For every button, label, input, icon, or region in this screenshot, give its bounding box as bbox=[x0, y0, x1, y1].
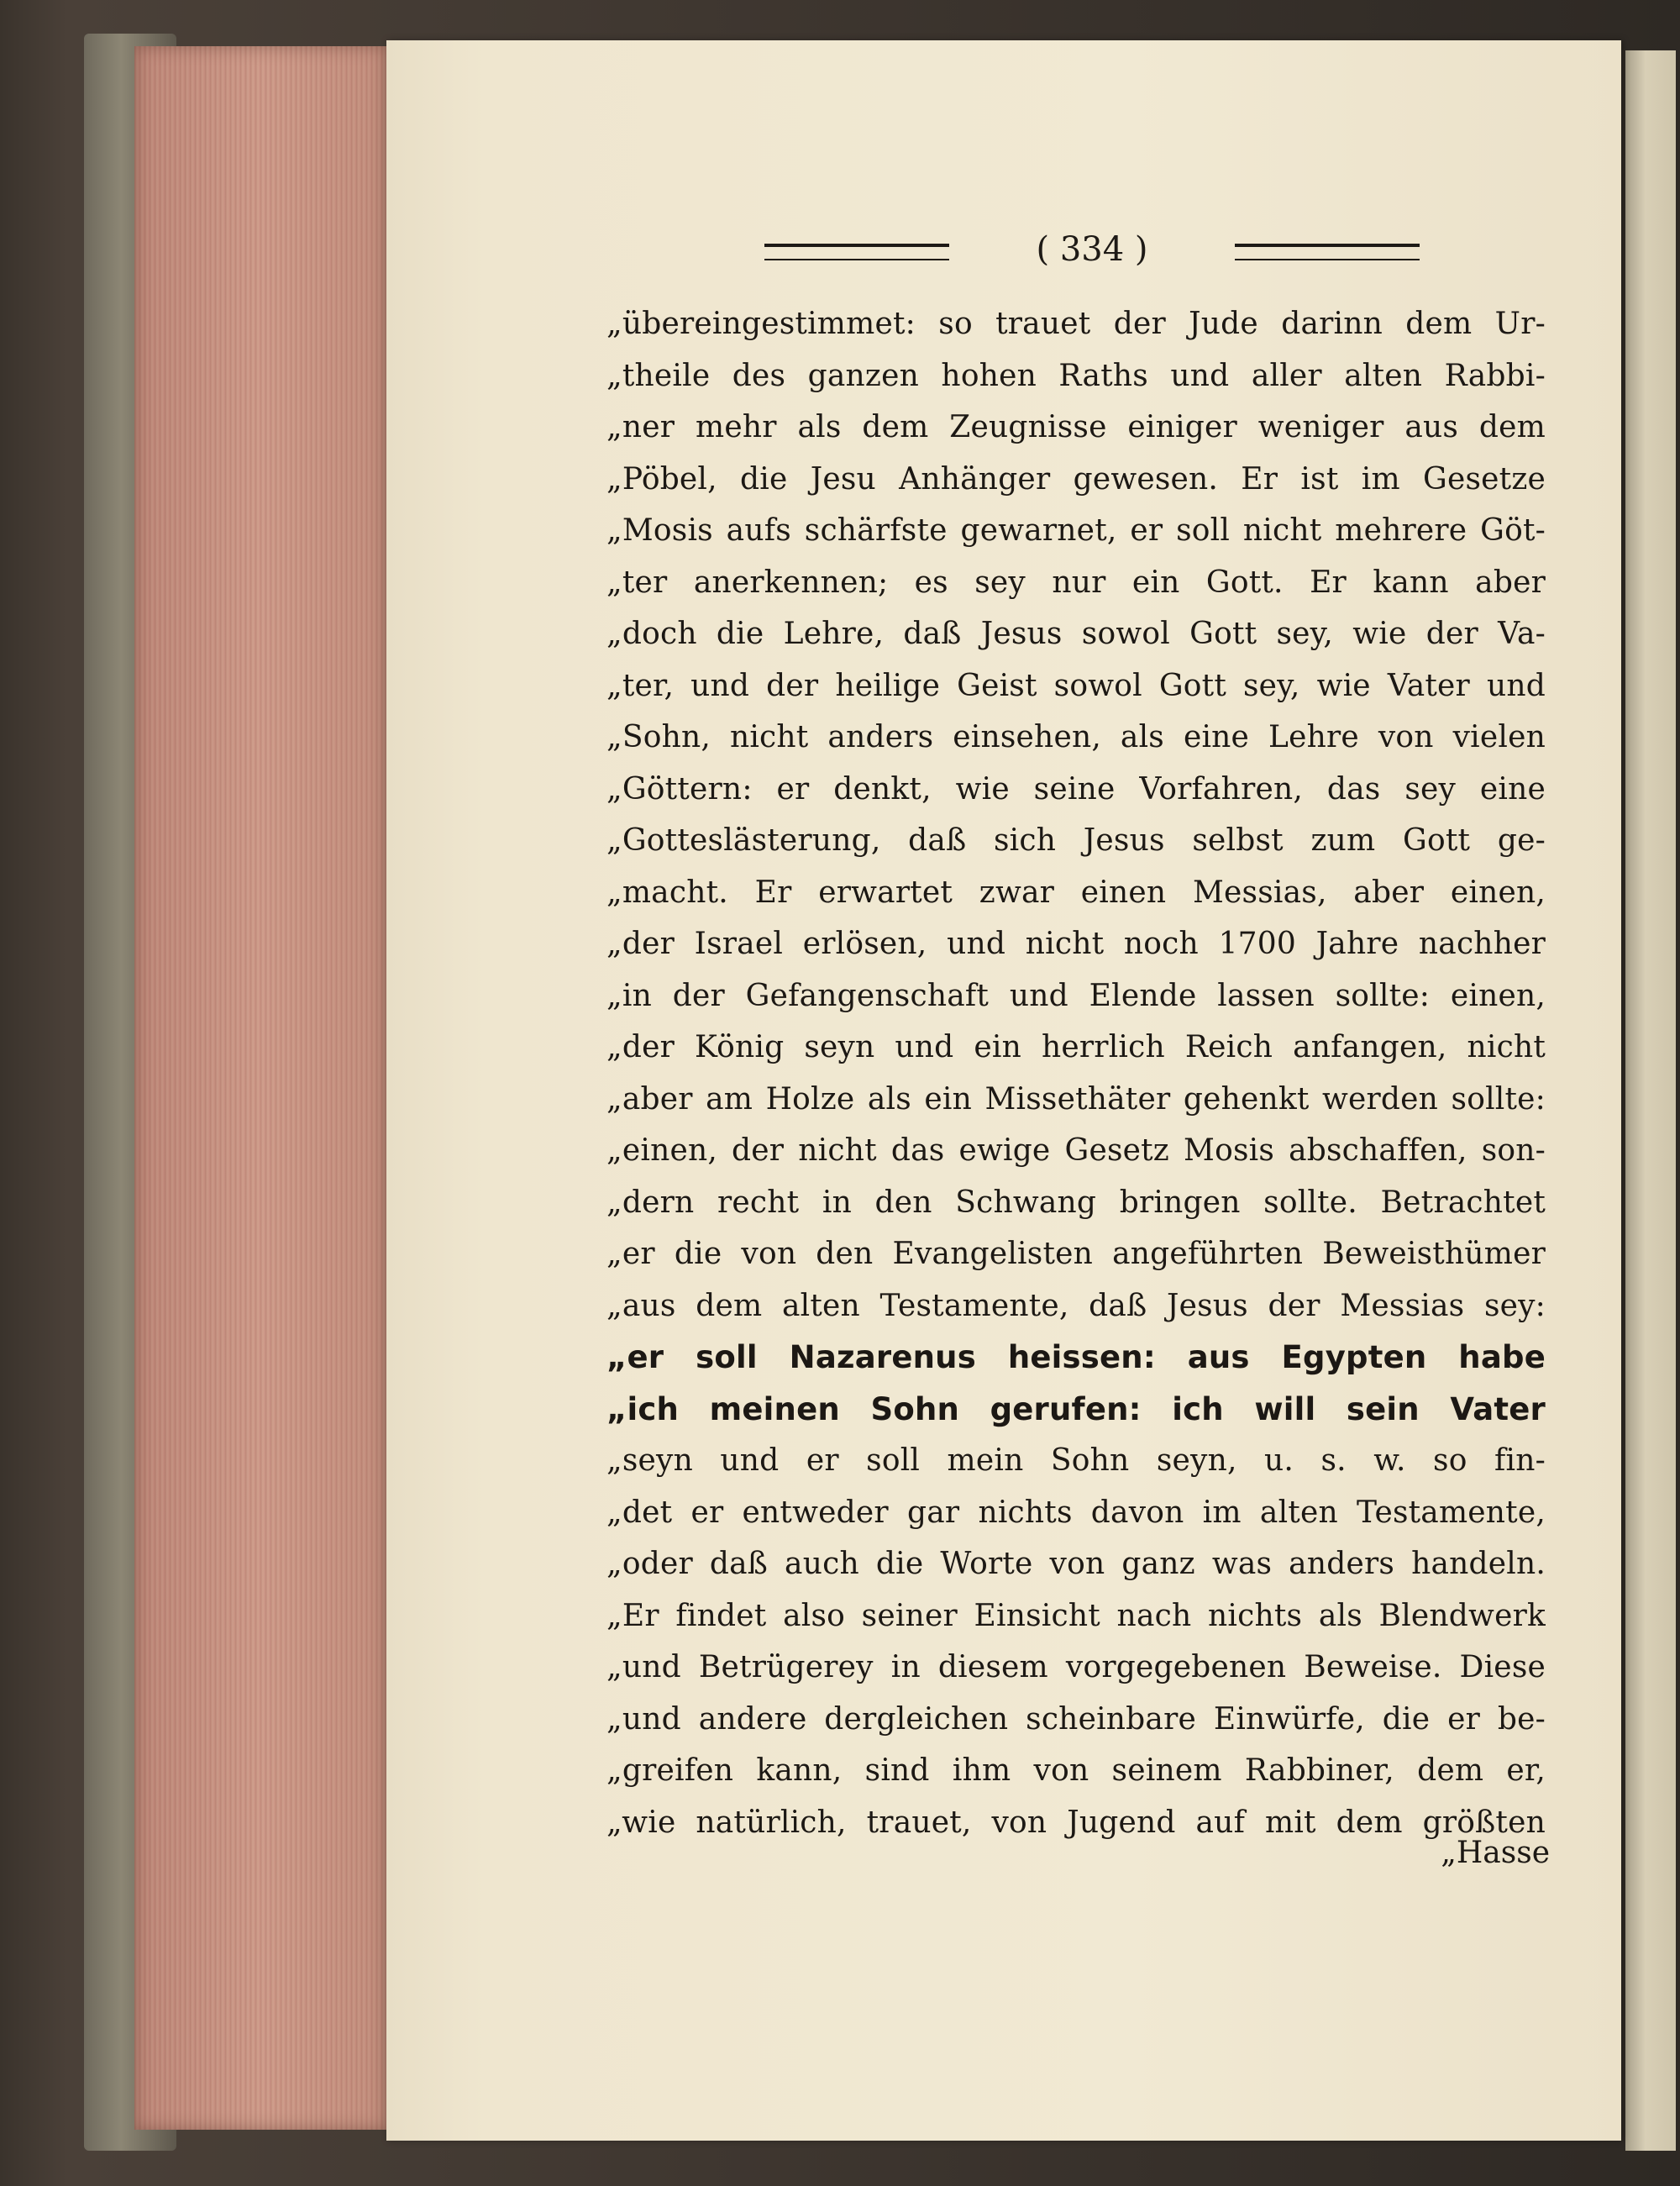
text-line: „ner mehr als dem Zeugnisse einiger weniger aus dem bbox=[606, 410, 1546, 444]
text-line: „Pöbel, die Jesu Anhänger gewesen. Er ist im Gesetze bbox=[606, 461, 1546, 497]
text-line: „theile des ganzen hohen Raths und aller alten Rabbi- bbox=[606, 358, 1546, 393]
text-line: „übereingestimmet: so trauet der Jude darinn dem Ur- bbox=[606, 307, 1546, 341]
text-line: „greifen kann, sind ihm von seinem Rabbiner, dem er, bbox=[606, 1753, 1546, 1788]
text-line: „wie natürlich, trauet, von Jugend auf mit dem größten bbox=[606, 1805, 1546, 1840]
text-line: „aber am Holze als ein Missethäter gehenkt werden sollte: bbox=[606, 1081, 1546, 1117]
text-line: „Gotteslästerung, daß sich Jesus selbst zum Gott ge- bbox=[606, 823, 1546, 858]
page-number: ( 334 ) bbox=[1036, 230, 1148, 269]
text-line: „seyn und er soll mein Sohn seyn, u. s. w. so fin- bbox=[606, 1443, 1546, 1478]
text-line: „aus dem alten Testamente, daß Jesus der Messias sey: bbox=[606, 1288, 1546, 1323]
text-line: „Er findet also seiner Einsicht nach nichts als Blendwerk bbox=[606, 1598, 1546, 1633]
text-line: „det er entweder gar nichts davon im alten Testamente, bbox=[606, 1495, 1546, 1530]
facing-page-sliver bbox=[1625, 50, 1676, 2151]
text-line: „in der Gefangenschaft und Elende lassen sollte: einen, bbox=[606, 978, 1546, 1013]
page-header bbox=[764, 229, 1420, 279]
text-line: „ter, und der heilige Geist sowol Gott sey, wie Vater und bbox=[606, 668, 1546, 703]
text-line: „Mosis aufs schärfste gewarnet, er soll nicht mehrere Göt- bbox=[606, 513, 1546, 548]
text-line: „ter anerkennen; es sey nur ein Gott. Er kann aber bbox=[606, 565, 1546, 600]
text-line: „Göttern: er denkt, wie seine Vorfahren, das sey eine bbox=[606, 771, 1546, 807]
text-line: „er die von den Evangelisten angeführten Beweisthümer bbox=[606, 1237, 1546, 1271]
body-text bbox=[606, 298, 1546, 1848]
text-line: „doch die Lehre, daß Jesus sowol Gott sey, wie der Va- bbox=[606, 617, 1546, 651]
page-block-edges bbox=[134, 46, 386, 2130]
text-line: „macht. Er erwartet zwar einen Messias, aber einen, bbox=[606, 875, 1546, 910]
text-line: „oder daß auch die Worte von ganz was anders handeln. bbox=[606, 1547, 1546, 1581]
text-line: „ich meinen Sohn gerufen: ich will sein Vater bbox=[606, 1390, 1546, 1427]
catchword: „Hasse bbox=[1441, 1836, 1550, 1870]
text-line: „und andere dergleichen scheinbare Einwürfe, die er be- bbox=[606, 1701, 1546, 1737]
text-line: „einen, der nicht das ewige Gesetz Mosis abschaffen, son- bbox=[606, 1133, 1546, 1168]
text-line: „der König seyn und ein herrlich Reich anfangen, nicht bbox=[606, 1030, 1546, 1064]
text-line: „er soll Nazarenus heissen: aus Egypten habe bbox=[606, 1339, 1546, 1375]
header-rule-right bbox=[1235, 244, 1420, 260]
text-line: „und Betrügerey in diesem vorgegebenen Beweise. Diese bbox=[606, 1650, 1546, 1684]
text-line: „der Israel erlösen, und nicht noch 1700 Jahre nachher bbox=[606, 927, 1546, 961]
text-line: „Sohn, nicht anders einsehen, als eine Lehre von vielen bbox=[606, 720, 1546, 754]
text-line: „dern recht in den Schwang bringen sollte. Betrachtet bbox=[606, 1185, 1546, 1220]
